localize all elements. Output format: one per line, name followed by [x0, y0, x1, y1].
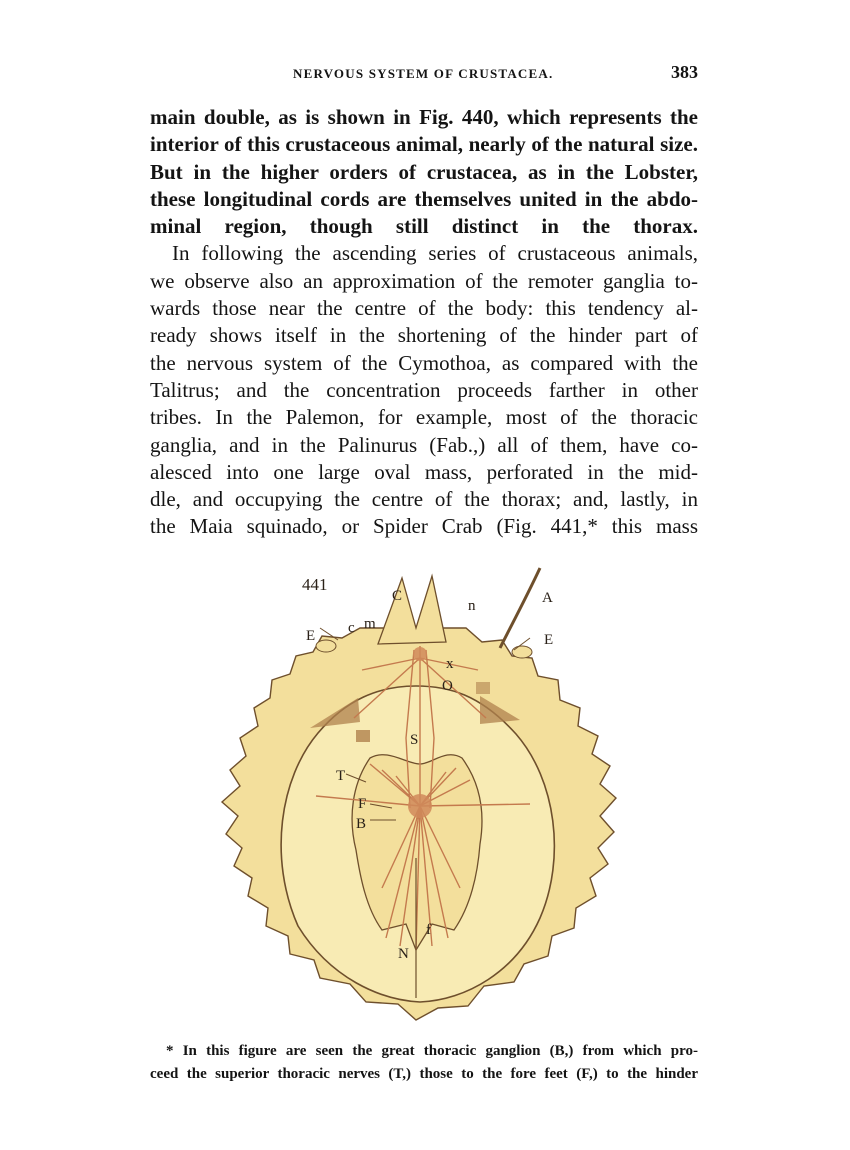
label-A: A [542, 590, 553, 606]
text-line: minal region, though still distinct in the thorax. [150, 214, 698, 239]
label-x: x [446, 656, 454, 672]
footnote-line: ceed the superior thoracic nerves (T,) those to the fore feet (F,) to the hinder [150, 1066, 698, 1082]
text-line: dle, and occupying the centre of the thorax; and, lastly, in [150, 487, 698, 512]
body-text [150, 104, 698, 541]
label-S: S [410, 732, 419, 748]
page-number: 383 [671, 62, 698, 82]
label-n: n [468, 598, 476, 614]
figure-number: 441 [302, 575, 328, 594]
text-line: alesced into one large oval mass, perforated in the mid- [150, 459, 698, 484]
label-C: C [392, 588, 403, 604]
text-line: But in the higher orders of crustacea, as in the Lobster, [150, 159, 698, 184]
label-O: O [442, 678, 453, 694]
text-line: tribes. In the Palemon, for example, most of the thoracic [150, 405, 698, 430]
antenna [500, 568, 540, 648]
great-thoracic-ganglion [408, 794, 432, 818]
footnote-line: * In this figure are seen the great thoracic ganglion (B,) from which pro- [166, 1043, 698, 1059]
eye-left [316, 640, 336, 652]
label-f: f [426, 922, 431, 938]
text-line: these longitudinal cords are themselves united in the abdo- [150, 186, 698, 211]
text-line: wards those near the centre of the body: this tendency al- [150, 296, 698, 321]
label-E-left: E [306, 628, 316, 644]
text-line: interior of this crustaceous animal, nearly of the natural size. [150, 132, 698, 157]
text-line: the nervous system of the Cymothoa, as compared with the [150, 350, 698, 375]
rostrum-spikes [378, 576, 446, 644]
text-line: the Maia squinado, or Spider Crab (Fig. 441,* this mass [150, 514, 698, 539]
page-header [150, 62, 698, 92]
cephalic-ganglion [413, 647, 427, 661]
label-E-right: E [544, 632, 554, 648]
text-line: ganglia, and in the Palinurus (Fab.,) all of them, have co- [150, 432, 698, 457]
spider-crab-illustration [210, 558, 625, 1033]
label-c: c [348, 620, 355, 636]
text-line: ready shows itself in the shortening of the hinder part of [150, 323, 698, 348]
ganglion-knot [356, 730, 370, 742]
label-m: m [364, 616, 376, 632]
label-F: F [358, 796, 367, 812]
eye-right [512, 646, 532, 658]
ganglion-knot [476, 682, 490, 694]
text-line: main double, as is shown in Fig. 440, which represents the [150, 105, 698, 129]
text-line: In following the ascending series of crustaceous animals, [172, 241, 698, 266]
footnote [150, 1040, 698, 1086]
label-B: B [356, 816, 367, 832]
running-head: NERVOUS SYSTEM OF CRUSTACEA. [293, 66, 554, 81]
text-line: Talitrus; and the concentration proceeds farther in other [150, 377, 698, 402]
label-N: N [398, 946, 409, 962]
figure-441 [210, 558, 625, 1033]
text-line: we observe also an approximation of the remoter ganglia to- [150, 268, 698, 293]
label-T: T [336, 768, 346, 784]
